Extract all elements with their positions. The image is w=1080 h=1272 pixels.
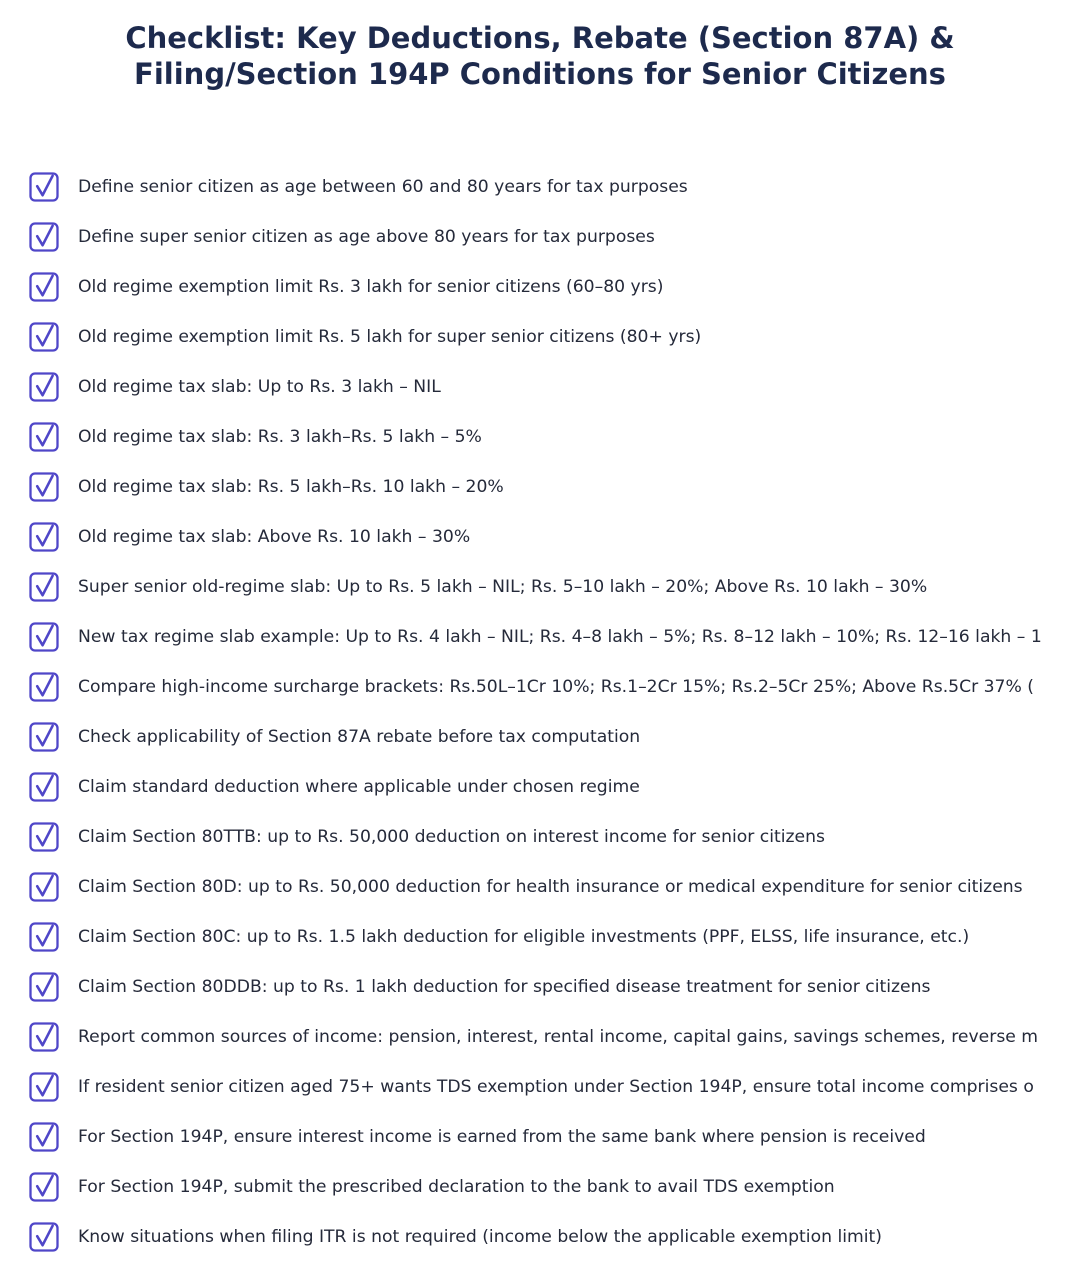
checklist-item (0, 813, 1080, 863)
checklist-item (0, 263, 1080, 313)
checklist-item-label: Old regime exemption limit Rs. 3 lakh for senior citizens (60–80 yrs) (78, 277, 664, 297)
checklist-item-label: Define senior citizen as age between 60 and 80 years for tax purposes (78, 177, 688, 197)
checkbox-checked-icon[interactable] (29, 622, 59, 652)
checklist-item (0, 213, 1080, 263)
checklist-item-label: Claim Section 80D: up to Rs. 50,000 deduction for health insurance or medical expenditure for senior citizens (78, 877, 1023, 897)
checklist-item (0, 763, 1080, 813)
checklist-item (0, 463, 1080, 513)
checkbox-checked-icon[interactable] (29, 1072, 59, 1102)
checklist-item-label: Old regime exemption limit Rs. 5 lakh for super senior citizens (80+ yrs) (78, 327, 702, 347)
checklist-item-label: New tax regime slab example: Up to Rs. 4 lakh – NIL; Rs. 4–8 lakh – 5%; Rs. 8–12 lakh – 10%; Rs. 12–16 lakh – 1 (78, 627, 1042, 647)
checklist-item (0, 963, 1080, 1013)
checkbox-checked-icon[interactable] (29, 972, 59, 1002)
checklist-item-label: Old regime tax slab: Rs. 3 lakh–Rs. 5 lakh – 5% (78, 427, 482, 447)
checklist-item-label: Report common sources of income: pension, interest, rental income, capital gains, savings schemes, reverse m (78, 1027, 1039, 1047)
checklist-item-label: Claim standard deduction where applicable under chosen regime (78, 777, 640, 797)
checkbox-checked-icon[interactable] (29, 572, 59, 602)
checklist-item (0, 663, 1080, 713)
page-title: Checklist: Key Deductions, Rebate (Section 87A) & Filing/Section 194P Conditions for Senior Citizens (125, 21, 955, 91)
checkbox-checked-icon[interactable] (29, 422, 59, 452)
checklist-item (0, 1113, 1080, 1163)
checklist-item-label: Super senior old-regime slab: Up to Rs. 5 lakh – NIL; Rs. 5–10 lakh – 20%; Above Rs. 10 lakh – 30% (78, 577, 928, 597)
checklist-item-label: Compare high-income surcharge brackets: Rs.50L–1Cr 10%; Rs.1–2Cr 15%; Rs.2–5Cr 25%; Above Rs.5Cr 37% ( (78, 677, 1034, 697)
checklist-item-label: Check applicability of Section 87A rebate before tax computation (78, 727, 641, 747)
checklist-item (0, 913, 1080, 963)
checklist-item (0, 863, 1080, 913)
checkbox-checked-icon[interactable] (29, 872, 59, 902)
checklist-item-label: Define super senior citizen as age above 80 years for tax purposes (78, 227, 655, 247)
checkbox-checked-icon[interactable] (29, 272, 59, 302)
checklist-item-label: Know situations when filing ITR is not required (income below the applicable exemption limit) (78, 1227, 882, 1247)
checkbox-checked-icon[interactable] (29, 1172, 59, 1202)
checkbox-checked-icon[interactable] (29, 922, 59, 952)
checklist-item-label: Claim Section 80TTB: up to Rs. 50,000 deduction on interest income for senior citizens (78, 827, 825, 847)
checklist-item-label: For Section 194P, submit the prescribed declaration to the bank to avail TDS exemption (78, 1177, 835, 1197)
checklist-item (0, 613, 1080, 663)
checkbox-checked-icon[interactable] (29, 822, 59, 852)
checklist-item (0, 513, 1080, 563)
checkbox-checked-icon[interactable] (29, 1022, 59, 1052)
checklist (0, 163, 1080, 1263)
checklist-item-label: Claim Section 80DDB: up to Rs. 1 lakh deduction for specified disease treatment for senior citizens (78, 977, 931, 997)
checklist-item (0, 1063, 1080, 1113)
checkbox-checked-icon[interactable] (29, 522, 59, 552)
checkbox-checked-icon[interactable] (29, 1122, 59, 1152)
checklist-item (0, 163, 1080, 213)
checkbox-checked-icon[interactable] (29, 222, 59, 252)
checklist-item (0, 413, 1080, 463)
checkbox-checked-icon[interactable] (29, 322, 59, 352)
checklist-item-label: For Section 194P, ensure interest income is earned from the same bank where pension is received (78, 1127, 926, 1147)
checklist-item-label: Old regime tax slab: Above Rs. 10 lakh – 30% (78, 527, 471, 547)
checkbox-checked-icon[interactable] (29, 1222, 59, 1252)
checklist-item (0, 713, 1080, 763)
checkbox-checked-icon[interactable] (29, 772, 59, 802)
checkbox-checked-icon[interactable] (29, 172, 59, 202)
checkbox-checked-icon[interactable] (29, 372, 59, 402)
checklist-item-label: If resident senior citizen aged 75+ wants TDS exemption under Section 194P, ensure total income comprises o (78, 1077, 1034, 1097)
checklist-item (0, 1163, 1080, 1213)
checklist-item (0, 1013, 1080, 1063)
checklist-item (0, 313, 1080, 363)
checklist-item-label: Old regime tax slab: Up to Rs. 3 lakh – NIL (78, 377, 441, 397)
checklist-item-label: Old regime tax slab: Rs. 5 lakh–Rs. 10 lakh – 20% (78, 477, 504, 497)
checklist-item-label: Claim Section 80C: up to Rs. 1.5 lakh deduction for eligible investments (PPF, ELSS, life insurance, etc.) (78, 927, 970, 947)
checklist-item (0, 363, 1080, 413)
checkbox-checked-icon[interactable] (29, 472, 59, 502)
checklist-item (0, 563, 1080, 613)
checklist-item (0, 1213, 1080, 1263)
checkbox-checked-icon[interactable] (29, 722, 59, 752)
checkbox-checked-icon[interactable] (29, 672, 59, 702)
